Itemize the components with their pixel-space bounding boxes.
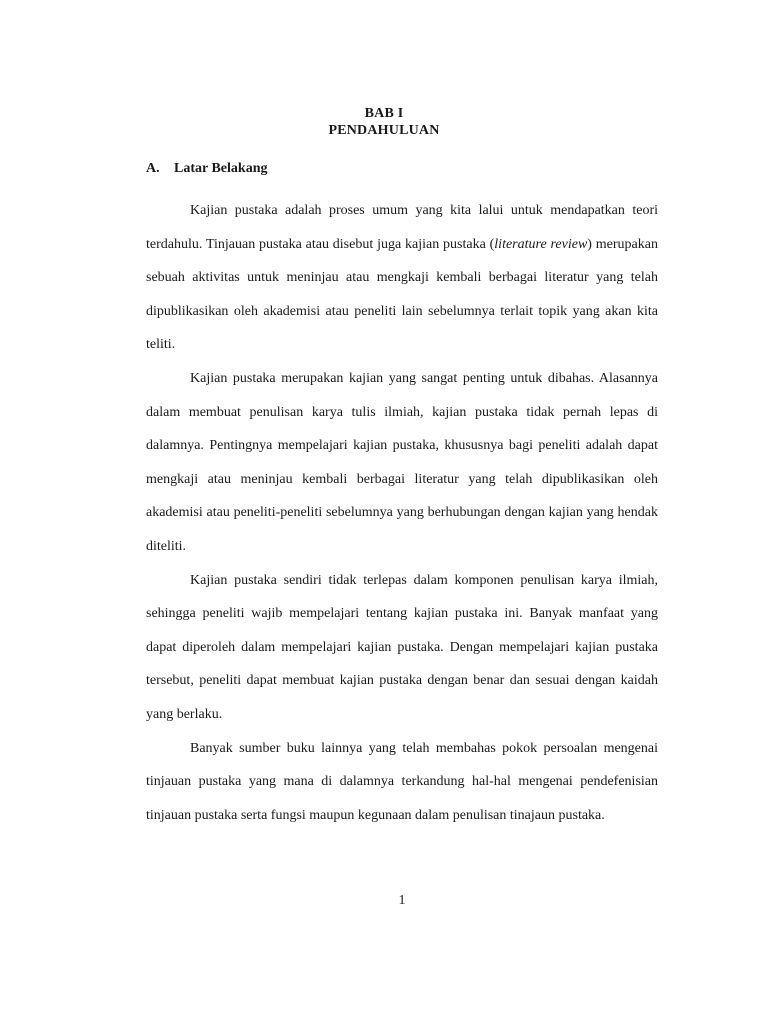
section-heading: [146, 161, 267, 177]
paragraph-4-text: Banyak sumber buku lainnya yang telah membahas pokok persoalan mengenai tinjauan pustaka yang mana di dalamnya terkandung hal-hal mengenai pendefenisian tinjauan pustaka serta fungsi maupun kegunaan dalam penulisan tinajaun pustaka.: [146, 740, 658, 823]
body-text: [146, 194, 658, 832]
paragraph-2-text: Kajian pustaka merupakan kajian yang sangat penting untuk dibahas. Alasannya dalam membuat penulisan karya tulis ilmiah, kajian pustaka tidak pernah lepas di dalamnya. Pentingnya mempelajari kajian pustaka, khususnya bagi peneliti adalah dapat mengkaji atau meninjau kembali berbagai literatur yang telah dipublikasikan oleh akademisi atau peneliti-peneliti sebelumnya yang berhubungan dengan kajian yang hendak diteliti.: [146, 370, 658, 554]
section-number: A.: [146, 161, 160, 176]
paragraph-4: [146, 732, 658, 833]
paragraph-2: [146, 362, 658, 564]
paragraph-1-text-end: ) merupakan sebuah aktivitas untuk meninjau atau mengkaji kembali berbagai literatur yang telah dipublikasikan oleh akademisi atau peneliti lain sebelumnya terlait topik yang akan kita teliti.: [146, 236, 658, 353]
chapter-label: BAB I: [364, 106, 404, 121]
paragraph-1-text-start: Kajian pustaka adalah proses umum yang kita lalui untuk mendapatkan teori terdahulu. Tinjauan pustaka atau disebut juga kajian pustaka (: [146, 203, 658, 252]
section-title: Latar Belakang: [174, 161, 268, 176]
page-number: 1: [398, 893, 406, 908]
paragraph-1: [146, 194, 658, 362]
paragraph-1-italic-term: literature review: [494, 236, 588, 252]
paragraph-3: [146, 564, 658, 732]
chapter-title: PENDAHULUAN: [328, 123, 440, 138]
paragraph-3-text: Kajian pustaka sendiri tidak terlepas dalam komponen penulisan karya ilmiah, sehingga peneliti wajib mempelajari tentang kajian pustaka ini. Banyak manfaat yang dapat diperoleh dalam mempelajari kajian pustaka. Dengan mempelajari kajian pustaka tersebut, peneliti dapat membuat kajian pustaka dengan benar dan sesuai dengan kaidah yang berlaku.: [146, 572, 658, 722]
